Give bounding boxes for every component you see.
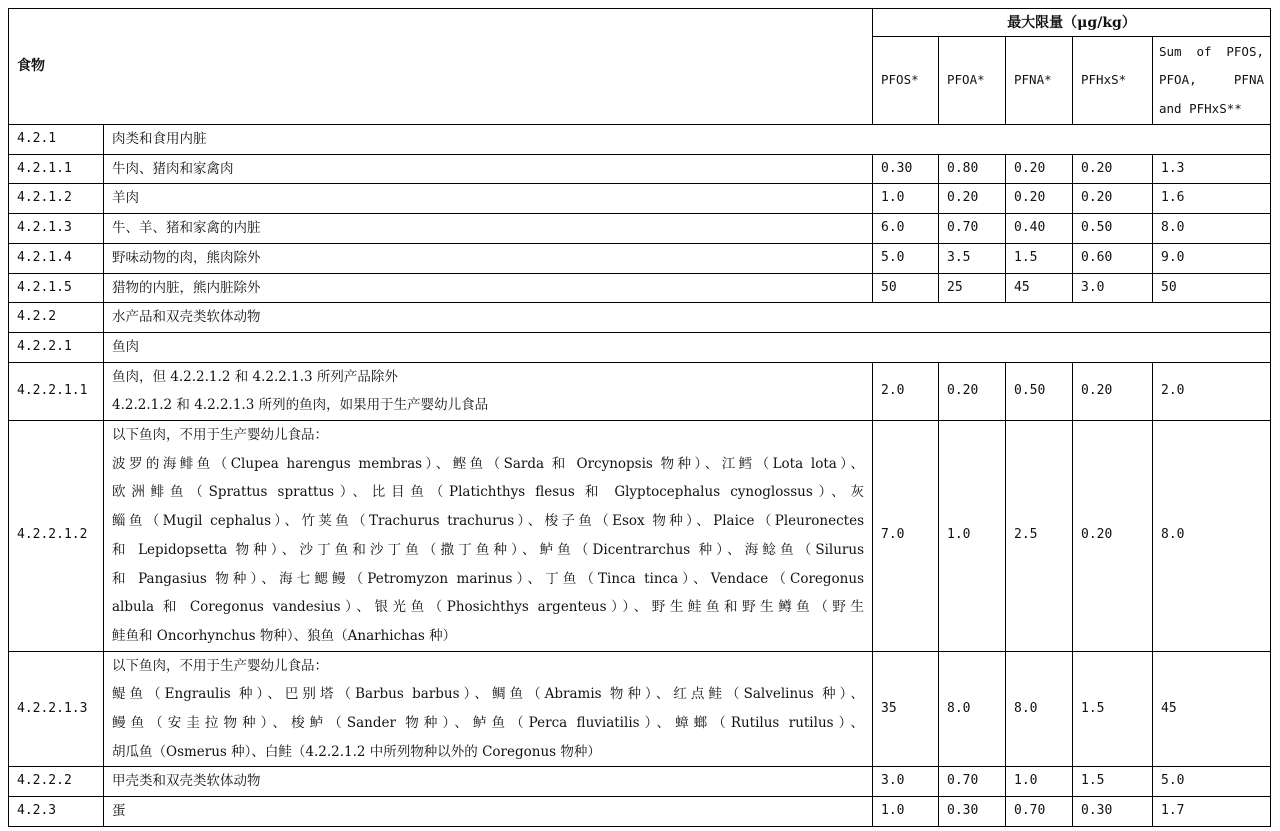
row-code: 4.2.1.1 [9,154,104,184]
description-line: 波罗的海鲱鱼（Clupea harengus membras）、鲣鱼（Sarda 和 Orcynopsis 物种）、江鳕（Lota lota）、 [112,455,864,472]
row-code: 4.2.2.1 [9,332,104,362]
row-code: 4.2.2.1.3 [9,651,104,767]
row-food-name: 野味动物的肉，熊肉除外 [104,243,873,273]
description-line: albula 和 Coregonus vandesius）、银光鱼（Phosichthys argenteus））、野生鲑鱼和野生鳟鱼（野生 [112,599,864,616]
row-food-name: 牛、羊、猪和家禽的内脏 [104,214,873,244]
column-header-pfhxs: PFHxS* [1073,37,1153,125]
column-header-pfos: PFOS* [873,37,939,125]
cell-sum: 2.0 [1153,362,1271,420]
cell-sum: 45 [1153,651,1271,767]
table-row [9,651,1271,767]
cell-pfna: 0.50 [1006,362,1073,420]
food-column-header: 食物 [9,9,873,125]
max-limit-header: 最大限量（μg/kg） [873,9,1271,37]
cell-pfos: 0.30 [873,154,939,184]
cell-pfos: 6.0 [873,214,939,244]
cell-pfoa: 0.30 [939,797,1006,827]
table-row [9,303,1271,333]
row-food-name: 牛肉、猪肉和家禽肉 [104,154,873,184]
cell-pfhxs: 1.5 [1073,767,1153,797]
cell-sum: 5.0 [1153,767,1271,797]
cell-pfna: 0.40 [1006,214,1073,244]
cell-pfhxs: 1.5 [1073,651,1153,767]
description-line: 以下鱼肉，不用于生产婴幼儿食品： [112,427,328,444]
cell-sum: 1.6 [1153,184,1271,214]
row-food-name: 水产品和双壳类软体动物 [104,303,1271,333]
row-code: 4.2.3 [9,797,104,827]
cell-pfoa: 0.20 [939,184,1006,214]
cell-pfos: 7.0 [873,421,939,652]
cell-pfos: 1.0 [873,797,939,827]
row-code: 4.2.2 [9,303,104,333]
row-code: 4.2.1.4 [9,243,104,273]
cell-pfoa: 8.0 [939,651,1006,767]
table-row [9,154,1271,184]
table-row [9,273,1271,303]
row-code: 4.2.1 [9,125,104,155]
cell-pfoa: 25 [939,273,1006,303]
cell-pfna: 8.0 [1006,651,1073,767]
description-line: 鲻鱼（Mugil cephalus）、竹荚鱼（Trachurus trachurus）、梭子鱼（Esox 物种）、Plaice（Pleuronectes [112,513,864,530]
cell-pfhxs: 0.60 [1073,243,1153,273]
description-line: 以下鱼肉，不用于生产婴幼儿食品： [112,657,328,674]
cell-pfna: 0.20 [1006,154,1073,184]
table-row [9,332,1271,362]
cell-pfos: 5.0 [873,243,939,273]
row-code: 4.2.1.3 [9,214,104,244]
table-row [9,767,1271,797]
cell-pfhxs: 0.20 [1073,421,1153,652]
cell-pfoa: 0.70 [939,214,1006,244]
description-line: 欧洲鲱鱼（Sprattus sprattus）、比目鱼（Platichthys flesus 和 Glyptocephalus cynoglossus）、灰 [112,484,864,501]
cell-pfos: 2.0 [873,362,939,420]
description-line: 鳀鱼（Engraulis 种）、巴别塔（Barbus barbus）、鲷鱼（Abramis 物种）、红点鲑（Salvelinus 种）、 [112,686,864,703]
description-line: 鱼肉，但 4.2.2.1.2 和 4.2.2.1.3 所列产品除外 [112,368,398,385]
cell-sum: 8.0 [1153,421,1271,652]
cell-pfoa: 3.5 [939,243,1006,273]
row-code: 4.2.1.2 [9,184,104,214]
table-row [9,362,1271,420]
cell-pfna: 2.5 [1006,421,1073,652]
row-food-description [104,362,873,420]
cell-pfoa: 0.80 [939,154,1006,184]
cell-sum: 8.0 [1153,214,1271,244]
table-row [9,125,1271,155]
cell-pfoa: 0.20 [939,362,1006,420]
cell-pfoa: 1.0 [939,421,1006,652]
row-code: 4.2.2.2 [9,767,104,797]
cell-pfos: 50 [873,273,939,303]
table-row [9,797,1271,827]
cell-sum: 50 [1153,273,1271,303]
description-line: 4.2.2.1.2 和 4.2.2.1.3 所列的鱼肉，如果用于生产婴幼儿食品 [112,397,489,414]
row-food-description [104,651,873,767]
column-header-pfoa: PFOA* [939,37,1006,125]
cell-sum: 9.0 [1153,243,1271,273]
row-food-name: 猎物的内脏，熊内脏除外 [104,273,873,303]
cell-pfhxs: 3.0 [1073,273,1153,303]
row-food-name: 羊肉 [104,184,873,214]
row-food-name: 肉类和食用内脏 [104,125,1271,155]
table-row [9,214,1271,244]
cell-sum: 1.3 [1153,154,1271,184]
row-food-name: 甲壳类和双壳类软体动物 [104,767,873,797]
cell-pfna: 0.70 [1006,797,1073,827]
cell-pfhxs: 0.50 [1073,214,1153,244]
cell-pfna: 1.5 [1006,243,1073,273]
row-code: 4.2.2.1.1 [9,362,104,420]
description-line: 鳗鱼（安圭拉物种）、梭鲈（Sander 物种）、鲈鱼（Perca fluviatilis）、蟑螂（Rutilus rutilus）、 [112,715,864,732]
description-line: 和 Lepidopsetta 物种）、沙丁鱼和沙丁鱼（撒丁鱼种）、鲈鱼（Dicentrarchus 种）、海鲶鱼（Silurus [112,541,864,558]
row-code: 4.2.1.5 [9,273,104,303]
description-line: 胡瓜鱼（Osmerus 种）、白鲑（4.2.2.1.2 中所列物种以外的 Coregonus 物种） [112,743,601,760]
cell-pfos: 1.0 [873,184,939,214]
row-food-name: 蛋 [104,797,873,827]
cell-sum: 1.7 [1153,797,1271,827]
cell-pfna: 45 [1006,273,1073,303]
cell-pfhxs: 0.20 [1073,184,1153,214]
row-code: 4.2.2.1.2 [9,421,104,652]
table-row [9,421,1271,652]
cell-pfos: 3.0 [873,767,939,797]
cell-pfoa: 0.70 [939,767,1006,797]
cell-pfhxs: 0.20 [1073,154,1153,184]
row-food-description [104,421,873,652]
cell-pfna: 0.20 [1006,184,1073,214]
table-row [9,184,1271,214]
cell-pfhxs: 0.20 [1073,362,1153,420]
contaminant-limits-table [8,8,1271,827]
cell-pfna: 1.0 [1006,767,1073,797]
column-header-sum: Sum of PFOS, PFOA, PFNA and PFHxS** [1153,37,1271,125]
row-food-name: 鱼肉 [104,332,1271,362]
description-line: 和 Pangasius 物种）、海七鳃鳗（Petromyzon marinus）、丁鱼（Tinca tinca）、Vendace（Coregonus [112,570,864,587]
cell-pfhxs: 0.30 [1073,797,1153,827]
description-line: 鲑鱼和 Oncorhynchus 物种）、狼鱼（Anarhichas 种） [112,627,457,644]
cell-pfos: 35 [873,651,939,767]
column-header-pfna: PFNA* [1006,37,1073,125]
table-row [9,243,1271,273]
